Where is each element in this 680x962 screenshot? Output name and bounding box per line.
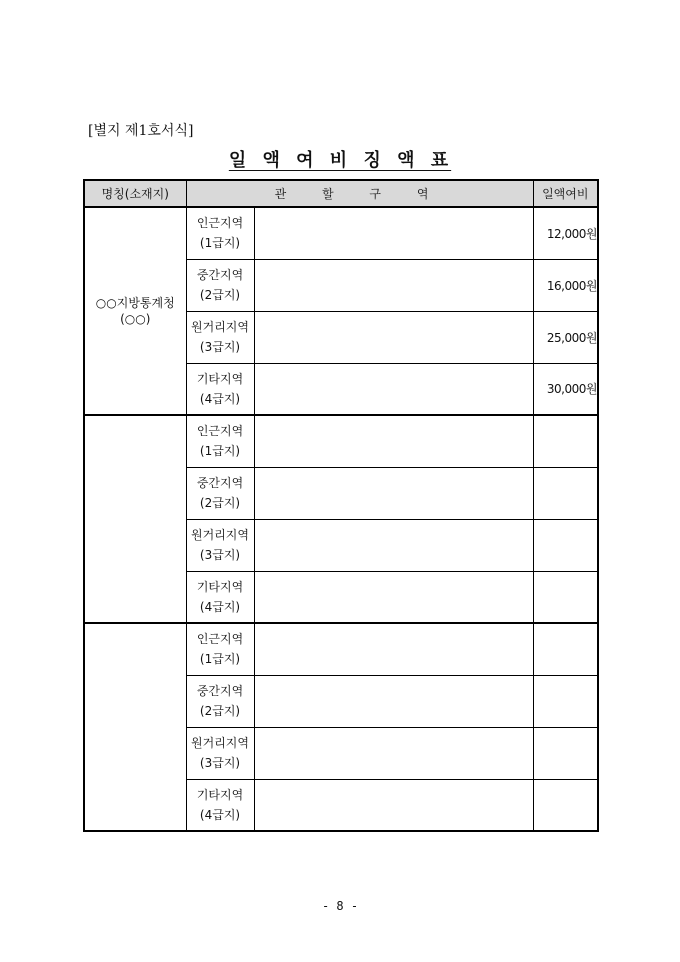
zone-name: 인근지역 bbox=[196, 216, 244, 231]
area-cell bbox=[254, 415, 533, 467]
rate-cell bbox=[533, 467, 598, 519]
table-body bbox=[84, 207, 598, 831]
zone-grade: (4급지) bbox=[199, 391, 241, 406]
zone-cell bbox=[186, 259, 254, 311]
area-cell bbox=[254, 259, 533, 311]
rate-cell bbox=[533, 675, 598, 727]
zone-grade: (3급지) bbox=[199, 340, 241, 354]
zone-cell bbox=[186, 779, 254, 831]
zone-name: 인근지역 bbox=[196, 424, 244, 439]
area-cell bbox=[254, 675, 533, 727]
rate-cell: 30,000원 bbox=[533, 363, 598, 415]
zone-grade: (3급지) bbox=[199, 756, 241, 770]
area-cell bbox=[254, 779, 533, 831]
zone-grade: (3급지) bbox=[199, 548, 241, 562]
zone-grade: (1급지) bbox=[199, 236, 241, 251]
area-cell bbox=[254, 519, 533, 571]
zone-name: 중간지역 bbox=[196, 684, 244, 698]
rate-cell bbox=[533, 779, 598, 831]
header-name: 명칭(소재지) bbox=[84, 180, 186, 207]
table-row bbox=[84, 415, 598, 467]
zone-grade: (4급지) bbox=[199, 599, 241, 614]
area-cell bbox=[254, 727, 533, 779]
rate-cell: 16,000원 bbox=[533, 259, 598, 311]
rate-cell bbox=[533, 727, 598, 779]
header-daily-rate: 일액여비 bbox=[533, 180, 598, 207]
zone-cell bbox=[186, 675, 254, 727]
office-name-cell bbox=[84, 623, 186, 831]
zone-cell bbox=[186, 519, 254, 571]
document-title bbox=[0, 146, 680, 172]
zone-grade: (4급지) bbox=[199, 807, 241, 822]
document-title-text: 일 액 여 비 징 액 표 bbox=[228, 150, 452, 171]
zone-cell bbox=[186, 415, 254, 467]
area-cell bbox=[254, 207, 533, 259]
office-name-cell bbox=[84, 207, 186, 415]
zone-grade: (2급지) bbox=[199, 496, 241, 510]
zone-cell bbox=[186, 623, 254, 675]
zone-name: 중간지역 bbox=[196, 268, 244, 282]
zone-cell bbox=[186, 571, 254, 623]
page-number: - 8 - bbox=[321, 899, 359, 913]
form-number-label: [별지 제1호서식] bbox=[88, 123, 194, 139]
zone-name: 원거리지역 bbox=[191, 320, 249, 334]
rate-cell bbox=[533, 623, 598, 675]
table-header-row bbox=[84, 180, 598, 207]
rate-cell: 25,000원 bbox=[533, 311, 598, 363]
area-cell bbox=[254, 467, 533, 519]
zone-cell bbox=[186, 727, 254, 779]
area-cell bbox=[254, 311, 533, 363]
area-cell bbox=[254, 571, 533, 623]
area-cell bbox=[254, 363, 533, 415]
header-jurisdiction-text: 관 할 구 역 bbox=[274, 187, 445, 201]
zone-cell bbox=[186, 467, 254, 519]
zone-cell bbox=[186, 363, 254, 415]
zone-name: 원거리지역 bbox=[191, 528, 249, 542]
zone-name: 기타지역 bbox=[196, 371, 244, 386]
table-row bbox=[84, 623, 598, 675]
zone-name: 중간지역 bbox=[196, 476, 244, 490]
header-jurisdiction bbox=[186, 180, 533, 207]
rate-cell: 12,000원 bbox=[533, 207, 598, 259]
rate-cell bbox=[533, 519, 598, 571]
zone-grade: (1급지) bbox=[199, 652, 241, 667]
table-row bbox=[84, 207, 598, 259]
rate-cell bbox=[533, 415, 598, 467]
zone-grade: (2급지) bbox=[199, 288, 241, 302]
rate-cell bbox=[533, 571, 598, 623]
daily-travel-rate-table bbox=[83, 179, 599, 832]
zone-cell bbox=[186, 207, 254, 259]
zone-name: 인근지역 bbox=[196, 632, 244, 647]
zone-grade: (2급지) bbox=[199, 704, 241, 718]
office-name: ○○지방통계청 bbox=[95, 296, 175, 310]
zone-cell bbox=[186, 311, 254, 363]
zone-name: 원거리지역 bbox=[191, 736, 249, 750]
zone-name: 기타지역 bbox=[196, 787, 244, 802]
office-location: (○○) bbox=[120, 312, 151, 326]
area-cell bbox=[254, 623, 533, 675]
zone-grade: (1급지) bbox=[199, 444, 241, 459]
zone-name: 기타지역 bbox=[196, 579, 244, 594]
office-name-cell bbox=[84, 415, 186, 623]
